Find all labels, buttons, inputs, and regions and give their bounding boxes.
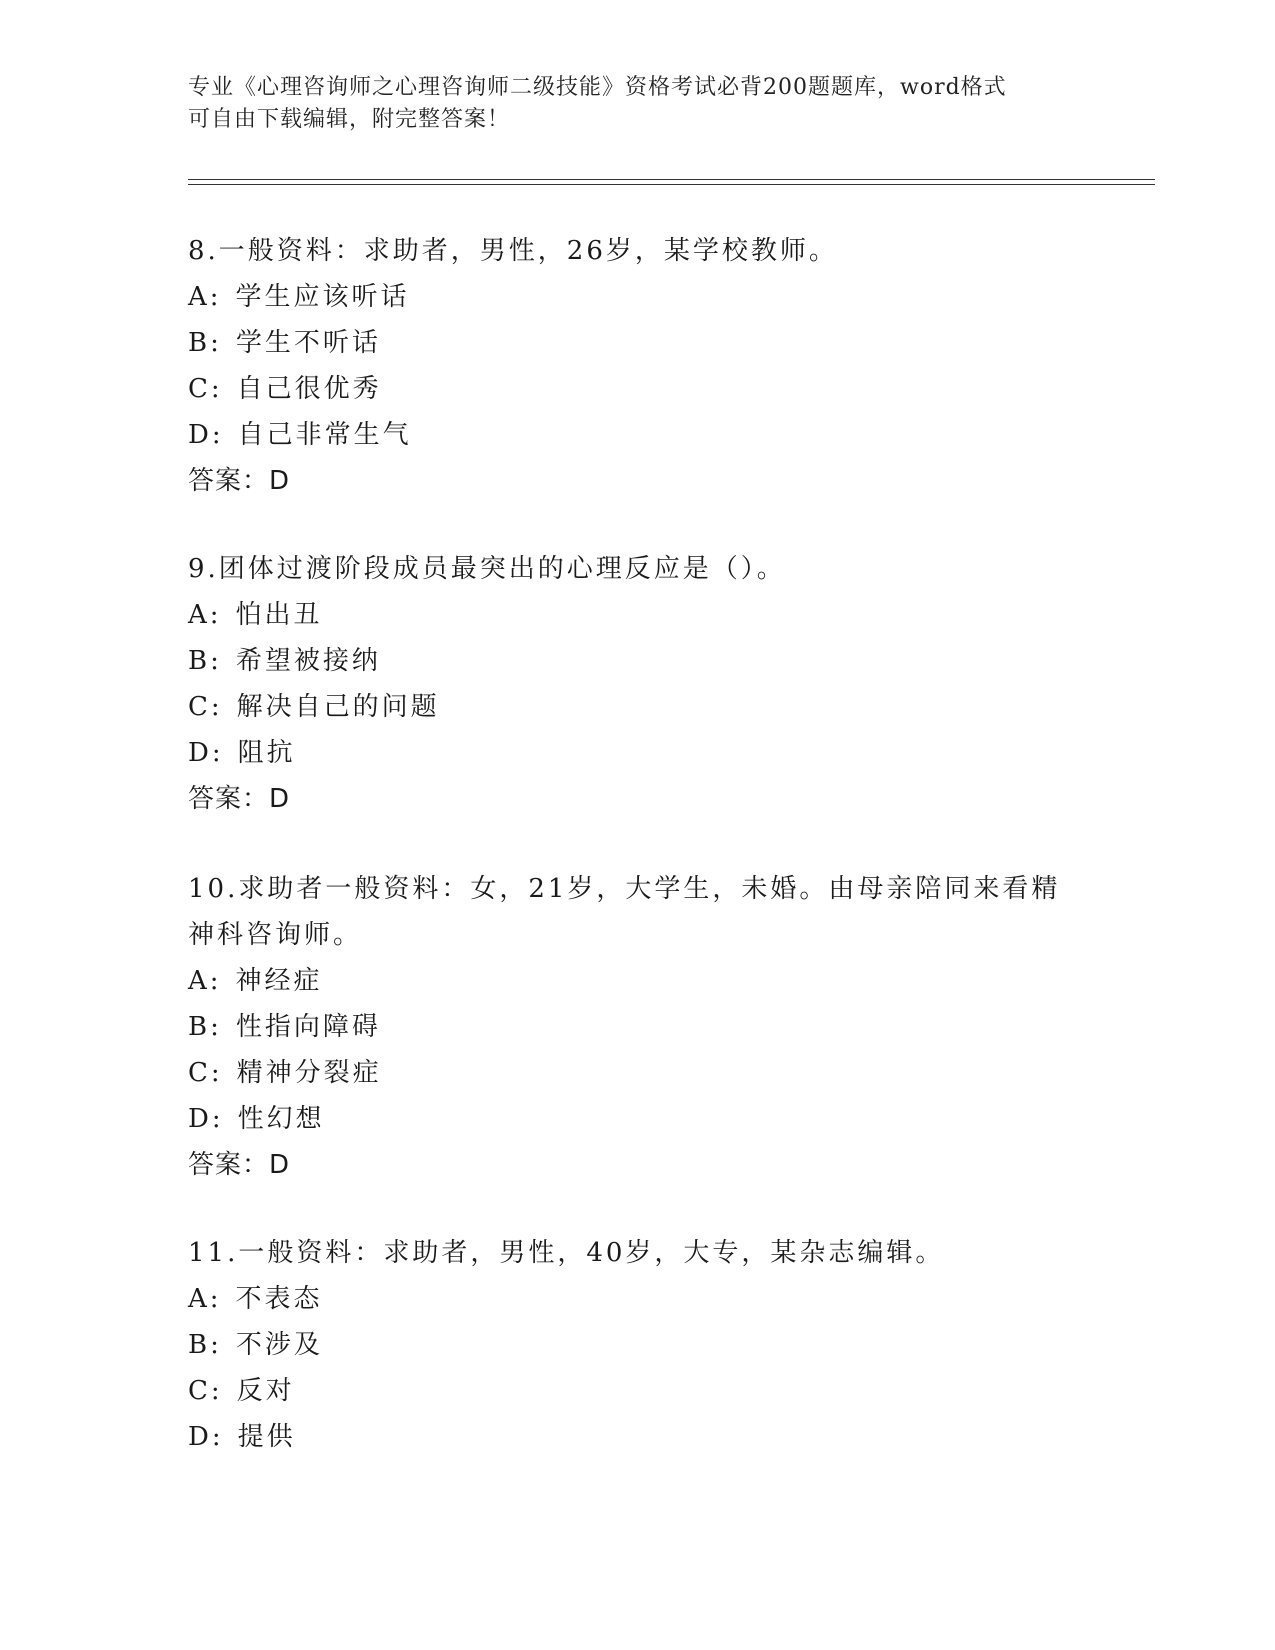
question-8 <box>188 228 1088 504</box>
option-letter: A: <box>188 600 222 630</box>
option-b <box>188 1322 1088 1368</box>
option-d <box>188 1096 1068 1142</box>
option-letter: B: <box>188 1012 222 1042</box>
option-text: 提供 <box>237 1422 296 1452</box>
option-d <box>188 412 1088 458</box>
option-letter: D: <box>188 1422 224 1452</box>
option-letter: D: <box>188 738 224 768</box>
option-c <box>188 1368 1088 1414</box>
header-divider-top <box>188 179 1155 180</box>
option-d <box>188 1414 1088 1460</box>
question-stem: 8.一般资料：求助者，男性，26岁，某学校教师。 <box>188 236 838 266</box>
document-header <box>188 72 1108 136</box>
option-text: 自己非常生气 <box>237 420 412 450</box>
option-letter: C: <box>188 1376 223 1406</box>
option-letter: D: <box>188 420 224 450</box>
option-a <box>188 958 1068 1004</box>
option-letter: C: <box>188 692 223 722</box>
option-a <box>188 592 1088 638</box>
option-text: 学生应该听话 <box>235 282 410 312</box>
option-text: 解决自己的问题 <box>236 692 440 722</box>
option-b <box>188 320 1088 366</box>
question-9 <box>188 546 1088 822</box>
question-11 <box>188 1230 1088 1460</box>
option-text: 怕出丑 <box>235 600 323 630</box>
option-c <box>188 1050 1068 1096</box>
option-text: 性幻想 <box>237 1104 325 1134</box>
option-letter: A: <box>188 282 222 312</box>
option-letter: B: <box>188 646 222 676</box>
option-text: 不涉及 <box>235 1330 323 1360</box>
option-c <box>188 366 1088 412</box>
option-letter: D: <box>188 1104 224 1134</box>
option-letter: C: <box>188 374 223 404</box>
question-10 <box>188 866 1068 1188</box>
option-text: 希望被接纳 <box>235 646 381 676</box>
header-line-1: 专业《心理咨询师之心理咨询师二级技能》资格考试必背200题题库，word格式 <box>188 75 1007 100</box>
header-divider-bottom <box>188 184 1155 185</box>
answer-line: 答案：D <box>188 784 291 814</box>
option-text: 自己很优秀 <box>236 374 382 404</box>
option-a <box>188 1276 1088 1322</box>
header-line-2: 可自由下载编辑，附完整答案！ <box>188 107 511 132</box>
option-b <box>188 1004 1068 1050</box>
option-letter: A: <box>188 966 222 996</box>
option-b <box>188 638 1088 684</box>
option-text: 学生不听话 <box>235 328 381 358</box>
question-stem: 10.求助者一般资料：女，21岁，大学生，未婚。由母亲陪同来看精神科咨询师。 <box>188 874 1061 950</box>
option-a <box>188 274 1088 320</box>
option-d <box>188 730 1088 776</box>
option-text: 神经症 <box>235 966 323 996</box>
answer-line: 答案：D <box>188 1150 291 1180</box>
option-text: 性指向障碍 <box>235 1012 381 1042</box>
option-letter: A: <box>188 1284 222 1314</box>
option-letter: C: <box>188 1058 223 1088</box>
question-stem: 11.一般资料：求助者，男性，40岁，大专，某杂志编辑。 <box>188 1238 945 1268</box>
option-text: 阻抗 <box>237 738 296 768</box>
question-stem: 9.团体过渡阶段成员最突出的心理反应是（）。 <box>188 554 786 584</box>
option-text: 精神分裂症 <box>236 1058 382 1088</box>
option-text: 不表态 <box>235 1284 323 1314</box>
option-c <box>188 684 1088 730</box>
answer-line: 答案：D <box>188 466 291 496</box>
option-letter: B: <box>188 328 222 358</box>
option-text: 反对 <box>236 1376 295 1406</box>
option-letter: B: <box>188 1330 222 1360</box>
